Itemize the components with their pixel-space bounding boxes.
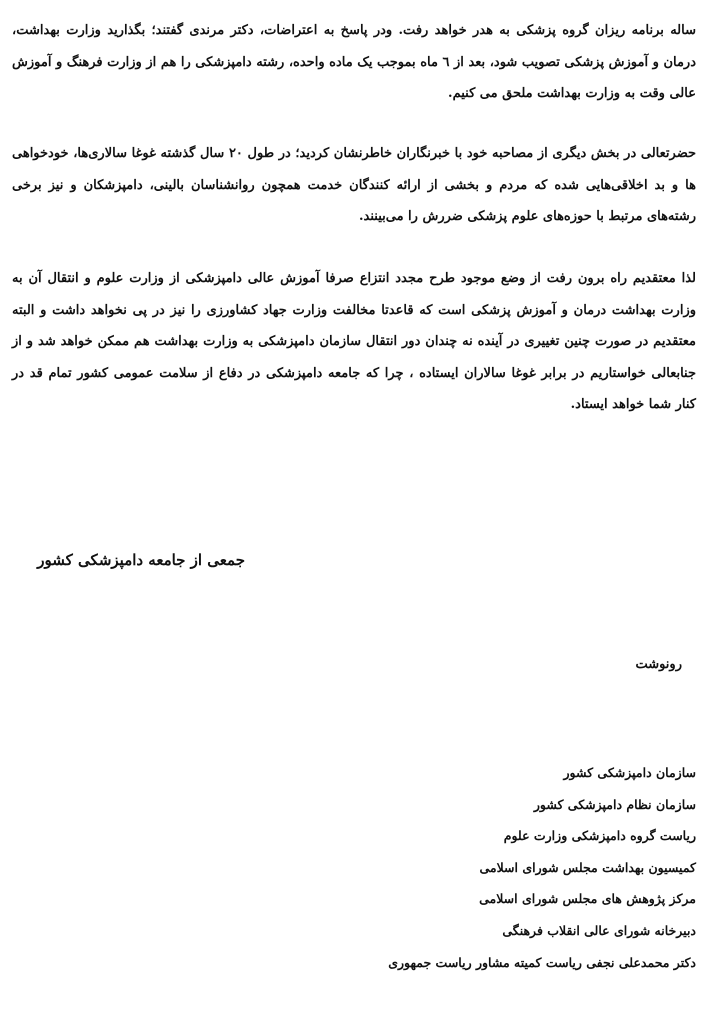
cc-recipient: مرکز پژوهش های مجلس شورای اسلامی	[479, 891, 696, 907]
cc-recipient: سازمان نظام دامپزشکی کشور	[533, 796, 696, 812]
cc-recipient: دبیرخانه شورای عالی انقلاب فرهنگی	[502, 922, 696, 938]
cc-recipient: ریاست گروه دامپزشکی وزارت علوم	[503, 828, 696, 844]
cc-title: رونوشت	[635, 657, 682, 672]
cc-recipient: سازمان دامپزشکی کشور	[563, 765, 696, 780]
cc-recipient: کمیسیون بهداشت مجلس شورای اسلامی	[479, 859, 696, 875]
body-paragraph: لذا معتقدیم راه برون رفت از وضع موجود طرح مجدد انتزاع صرفا آموزش عالی دامپزشکی از وزارت علوم و انتقال آن به وزارت بهداشت درمان و آموزش پزشکی است که قاعدتا مخالفت وزارت جهاد کشاورزی را نیز در پی نخواهد داشت و البته معتقدیم در صورت چنین تغییری در آینده نه چندان دور انتقال سازمان دامپزشکی به وزارت بهداشت هم ممکن خواهد شد و از جنابعالی خواستاریم در برابر غوغا سالاران ایستاده ، چرا که جامعه دامپزشکی در دفاع از سلامت عمومی کشور تمام قد در کنار شما خواهد ایستاد.	[12, 271, 696, 412]
body-paragraph: حضرتعالی در بخش دیگری از مصاحبه خود با خبرنگاران خاطرنشان کردید؛ در طول ٢٠ سال گذشته غوغا سالاری‌ها، خودخواهی ها و بد اخلاقی‌هایی شده که مردم و بخشی از ارائه کنندگان خدمت همچون روانشناسان بالینی، دامپزشکان و نیز برخی رشته‌های مرتبط با حوزه‌های علوم پزشکی ضررش را می‌بینند.	[12, 146, 697, 224]
cc-recipient-list	[176, 760, 696, 981]
signature: جمعی از جامعه دامپزشکی کشور	[37, 551, 245, 569]
cc-recipient: دکتر محمدعلی نجفی ریاست کمیته مشاور ریاست جمهوری	[388, 954, 696, 970]
body-paragraph: ساله برنامه ریزان گروه پزشکی به هدر خواهد رفت. ودر پاسخ به اعتراضات، دکتر مرندی گفتند؛ بگذارید وزارت بهداشت، درمان و آموزش پزشکی تصویب شود، بعد از ٦ ماه بموجب یک ماده واحده، رشته دامپزشکی را هم از وزارت فرهنگ و آموزش عالی وقت به وزارت بهداشت ملحق می کنیم.	[12, 23, 696, 101]
